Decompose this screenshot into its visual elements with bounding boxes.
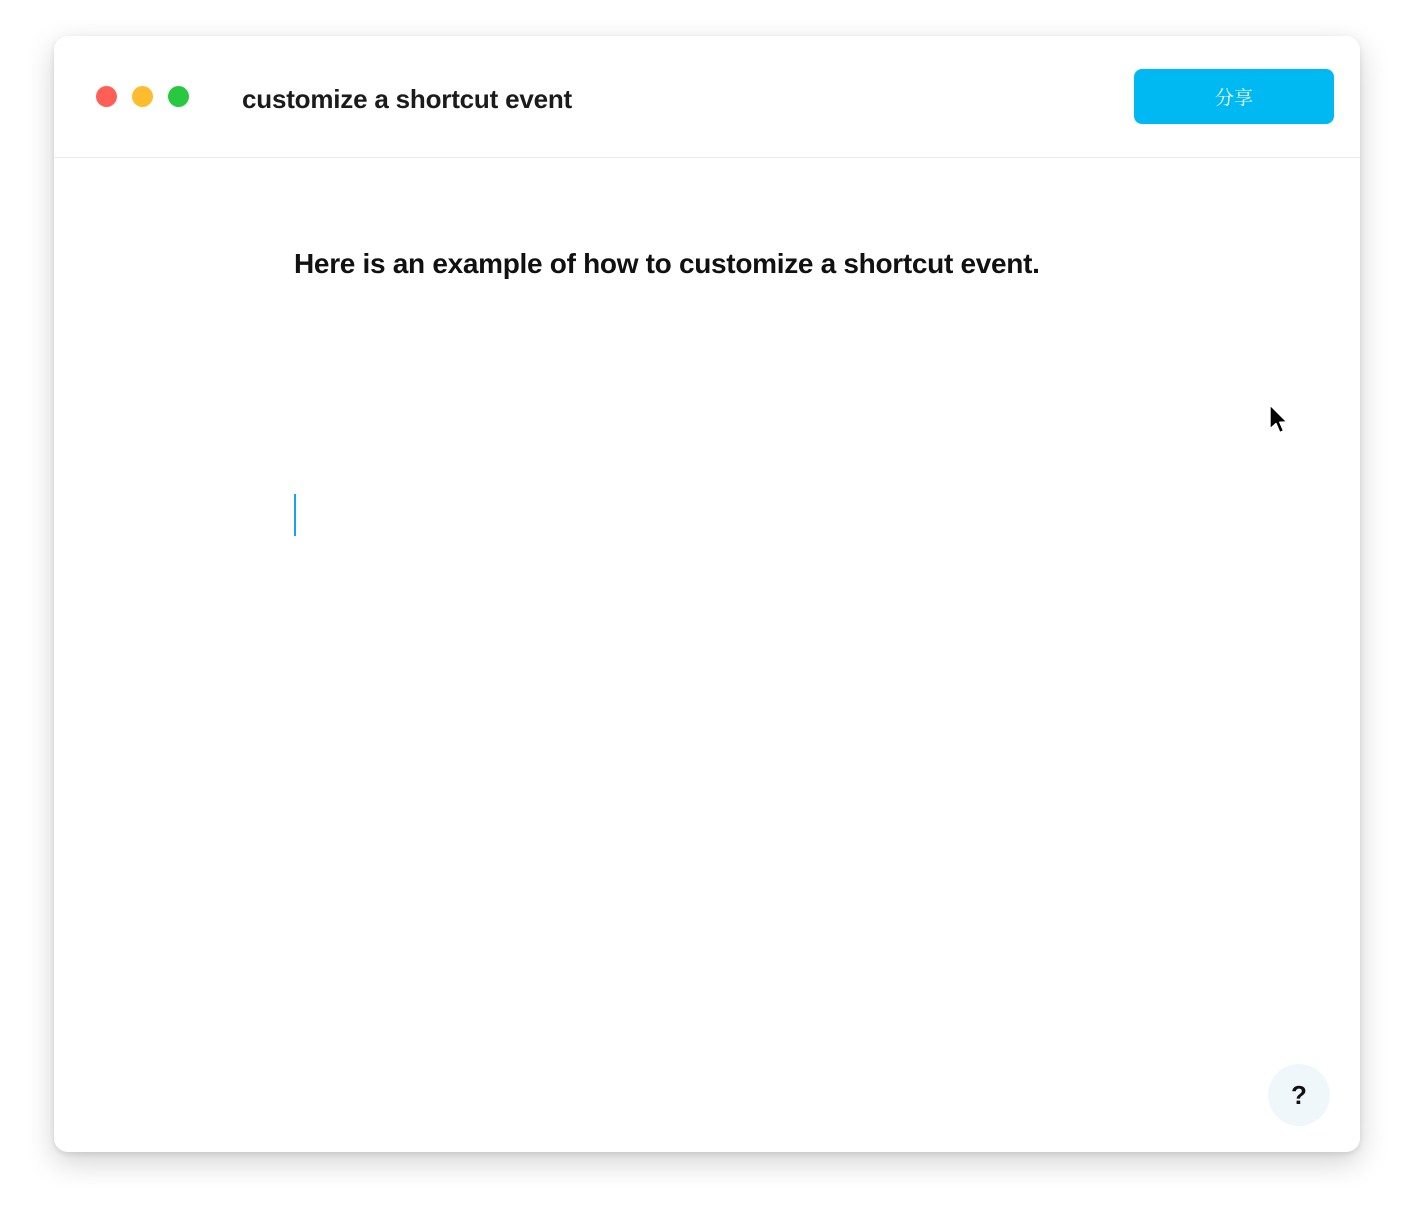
close-window-button[interactable] <box>96 86 117 107</box>
text-caret <box>294 494 296 536</box>
window-titlebar <box>54 36 1360 158</box>
document-heading: Here is an example of how to customize a shortcut event. <box>294 248 1040 279</box>
share-button[interactable]: 分享 <box>1134 69 1334 124</box>
document-content-area[interactable] <box>54 158 1360 1152</box>
window-title: customize a shortcut event <box>242 84 572 114</box>
app-window <box>54 36 1360 1152</box>
minimize-window-button[interactable] <box>132 86 153 107</box>
traffic-light-group <box>96 86 189 107</box>
help-button[interactable]: ? <box>1268 1064 1330 1126</box>
maximize-window-button[interactable] <box>168 86 189 107</box>
